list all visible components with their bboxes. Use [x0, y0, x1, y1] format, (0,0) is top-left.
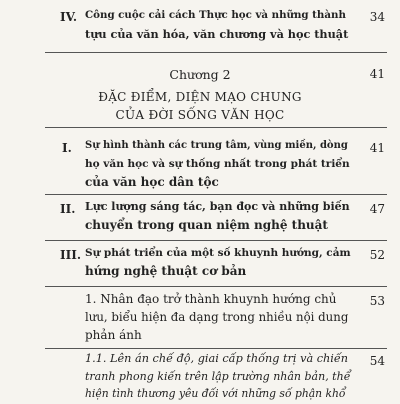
- entry-title-line: họ văn học và sự thống nhất trong phát triển: [85, 158, 350, 170]
- divider: [45, 194, 387, 195]
- entry-title-line: hứng nghệ thuật cơ bản: [85, 264, 247, 278]
- entry-page-number: 54: [369, 354, 385, 368]
- chapter-title: Chương 2: [169, 67, 231, 82]
- entry-title-line: Lực lượng sáng tác, bạn đọc và những biến: [85, 200, 350, 213]
- entry-page-number: 47: [369, 202, 385, 216]
- entry-page-number: 53: [369, 294, 385, 308]
- entry-title-line: lưu, biểu hiện đa dạng trong nhiều nội dung: [85, 310, 349, 324]
- entry-title-line: tựu của văn hóa, văn chương và học thuật: [85, 27, 349, 41]
- divider: [45, 127, 387, 128]
- entry-page-number: 41: [369, 141, 385, 155]
- entry-title-line: của văn học dân tộc: [85, 175, 219, 189]
- entry-title-line: Công cuộc cải cách Thực học và những thành: [85, 9, 346, 21]
- chapter-subtitle-line: CỦA ĐỜI SỐNG VĂN HỌC: [115, 108, 285, 122]
- entry-page-number: 34: [369, 10, 385, 24]
- entry-title-line: phản ánh: [85, 328, 142, 342]
- entry-title-line: 1.1. Lên án chế độ, giai cấp thống trị và chiến: [85, 352, 349, 365]
- entry-numeral: II.: [60, 202, 76, 216]
- divider: [45, 286, 387, 287]
- chapter-subtitle-line: ĐẶC ĐIỂM, DIỆN MẠO CHUNG: [98, 90, 302, 104]
- chapter-page-number: 41: [369, 67, 385, 81]
- entry-title-line: hiện tình thương yêu đối với những số phận khổ: [85, 387, 346, 400]
- entry-numeral: I.: [62, 141, 72, 155]
- divider: [45, 52, 387, 53]
- entry-title-line: 1. Nhân đạo trở thành khuynh hướng chủ: [85, 292, 337, 306]
- entry-numeral: III.: [60, 248, 82, 262]
- entry-title-line: chuyển trong quan niệm nghệ thuật: [85, 218, 328, 232]
- entry-page-number: 52: [369, 248, 385, 262]
- entry-title-line: tranh phong kiến trên lập trường nhân bản, thể: [85, 370, 351, 383]
- entry-title-line: Sự phát triển của một số khuynh hướng, cảm: [85, 247, 351, 259]
- entry-title-line: Sự hình thành các trung tâm, vùng miền, dòng: [85, 140, 348, 151]
- divider: [45, 240, 387, 241]
- entry-numeral: IV.: [60, 10, 78, 24]
- divider: [45, 348, 387, 349]
